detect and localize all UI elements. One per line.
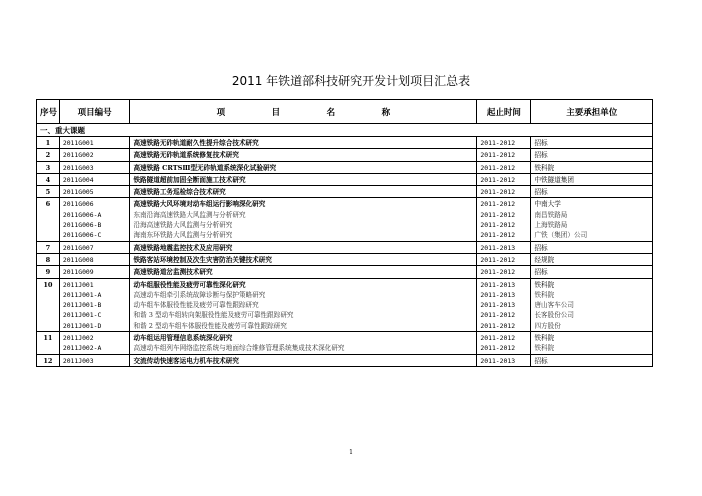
header-code: 项目编号 — [59, 100, 130, 124]
cell-name-line: 动车组服役性能及疲劳可靠性深化研究 — [133, 280, 246, 289]
cell-unit — [531, 149, 653, 161]
cell-code-line: 2011J001 — [62, 280, 94, 289]
cell-time — [477, 266, 531, 278]
project-table — [36, 99, 653, 367]
cell-unit-line: 中南大学 — [534, 200, 561, 209]
cell-unit-line: 经规院 — [534, 255, 555, 264]
cell-name — [130, 186, 477, 198]
cell-name-line: 沿海高速铁路大风监测与分析研究 — [133, 221, 233, 230]
cell-index: 12 — [37, 354, 60, 366]
cell-code-line: 2011J002 — [62, 334, 94, 343]
cell-time-line: 2011-2012 — [480, 268, 516, 277]
cell-code-line: 2011G008 — [62, 255, 94, 264]
cell-name — [130, 253, 477, 265]
cell-code — [59, 241, 130, 253]
header-name-char: 目 — [271, 107, 281, 118]
cell-unit-line: 铁科院 — [534, 163, 555, 172]
cell-name-line: 高速铁路地震监控技术及应用研究 — [133, 243, 233, 252]
header-name-char: 项 — [216, 107, 226, 118]
cell-name — [130, 354, 477, 366]
table-row — [37, 137, 653, 149]
cell-unit — [531, 332, 653, 355]
cell-unit-line: 中铁隧道集团 — [534, 175, 574, 184]
header-index: 序号 — [37, 100, 60, 124]
cell-unit-line: 招标 — [534, 188, 548, 197]
cell-code-line: 2011G006-B — [62, 221, 102, 230]
cell-index: 6 — [37, 198, 60, 241]
cell-name-line: 高速铁路工务巡检综合技术研究 — [133, 188, 226, 197]
cell-name-line: 高速铁路 CRTSⅢ型无砟轨道系统深化试验研究 — [133, 163, 277, 172]
cell-code — [59, 149, 130, 161]
cell-name — [130, 278, 477, 331]
cell-unit-line: 铁科院 — [534, 344, 555, 353]
cell-name-line: 铁路隧道超前加固全断面施工技术研究 — [133, 175, 246, 184]
cell-unit-line: 招标 — [534, 243, 548, 252]
cell-time — [477, 173, 531, 185]
table-row — [37, 253, 653, 265]
cell-time-line: 2011-2012 — [480, 231, 516, 240]
cell-code-line: 2011G005 — [62, 188, 94, 197]
page-title: 2011 年铁道部科技研究开发计划项目汇总表 — [231, 74, 471, 88]
cell-time-line: 2011-2013 — [480, 243, 516, 252]
cell-time — [477, 241, 531, 253]
cell-time-line: 2011-2012 — [480, 210, 516, 219]
cell-time — [477, 278, 531, 331]
cell-unit — [531, 266, 653, 278]
cell-time-line: 2011-2012 — [480, 221, 516, 230]
cell-unit — [531, 173, 653, 185]
cell-unit-line: 招标 — [534, 139, 548, 147]
cell-name — [130, 266, 477, 278]
cell-code-line: 2011G006-A — [62, 210, 102, 219]
cell-time-line: 2011-2012 — [480, 163, 516, 172]
table-row — [37, 198, 653, 241]
table-row — [37, 161, 653, 173]
header-row — [37, 100, 653, 124]
cell-time — [477, 198, 531, 241]
cell-name-line: 东南沿海高速铁路大风监测与分析研究 — [133, 210, 246, 219]
header-unit: 主要承担单位 — [531, 100, 653, 124]
header-time: 起止时间 — [477, 100, 531, 124]
table-row — [37, 266, 653, 278]
section-title: 一、重大课题 — [37, 124, 653, 137]
cell-time — [477, 149, 531, 161]
cell-code-line: 2011J001-D — [62, 321, 102, 330]
cell-name — [130, 198, 477, 241]
cell-unit — [531, 137, 653, 149]
cell-time-line: 2011-2012 — [480, 188, 516, 197]
cell-code-line: 2011G009 — [62, 268, 94, 277]
cell-name-line: 动车组车体服役性能及疲劳可靠性跟踪研究 — [133, 301, 259, 310]
table-row — [37, 332, 653, 355]
cell-code-line: 2011J003 — [62, 356, 94, 365]
cell-code — [59, 161, 130, 173]
cell-time-line: 2011-2013 — [480, 290, 516, 299]
table-row — [37, 354, 653, 366]
cell-unit-line: 唐山客车公司 — [534, 301, 574, 310]
cell-code-line: 2011J002-A — [62, 344, 102, 353]
cell-index: 3 — [37, 161, 60, 173]
header-name-char: 名 — [326, 107, 336, 118]
cell-code — [59, 186, 130, 198]
cell-name — [130, 137, 477, 149]
cell-name-line: 高速动车组牵引系统故障诊断与保护策略研究 — [133, 290, 266, 299]
cell-unit — [531, 241, 653, 253]
cell-code-line: 2011G001 — [62, 139, 94, 147]
cell-unit-line: 铁科院 — [534, 290, 555, 299]
cell-unit-line: 广铁（集团）公司 — [534, 231, 588, 240]
cell-unit-line: 四方股份 — [534, 321, 561, 330]
cell-code — [59, 278, 130, 331]
cell-time-line: 2011-2012 — [480, 175, 516, 184]
cell-code-line: 2011J001-B — [62, 301, 102, 310]
cell-code — [59, 173, 130, 185]
cell-unit — [531, 161, 653, 173]
cell-name-line: 铁路客站环境控制及次生灾害防治关键技术研究 — [133, 255, 272, 264]
cell-code — [59, 332, 130, 355]
cell-name-line: 高速铁路无砟轨道系统修复技术研究 — [133, 151, 239, 160]
cell-name — [130, 241, 477, 253]
cell-unit — [531, 253, 653, 265]
cell-index: 9 — [37, 266, 60, 278]
cell-time — [477, 186, 531, 198]
cell-index: 8 — [37, 253, 60, 265]
table-row — [37, 149, 653, 161]
cell-time-line: 2011-2013 — [480, 356, 516, 365]
cell-code — [59, 198, 130, 241]
header-name — [130, 100, 477, 124]
cell-time-line: 2011-2012 — [480, 344, 516, 353]
cell-time — [477, 354, 531, 366]
cell-time-line: 2011-2012 — [480, 255, 516, 264]
cell-code-line: 2011J001-A — [62, 290, 102, 299]
cell-unit-line: 招标 — [534, 268, 548, 277]
cell-name-line: 高速铁路道岔监测技术研究 — [133, 268, 213, 277]
cell-time-line: 2011-2012 — [480, 200, 516, 209]
cell-name — [130, 149, 477, 161]
cell-time — [477, 161, 531, 173]
page-number: 1 — [349, 449, 353, 456]
table-row — [37, 173, 653, 185]
cell-code-line: 2011G004 — [62, 175, 94, 184]
cell-unit — [531, 186, 653, 198]
cell-code — [59, 137, 130, 149]
cell-code-line: 2011G003 — [62, 163, 94, 172]
cell-name — [130, 173, 477, 185]
cell-name-line: 高速动车组列车网络监控系统与地面综合维修管理系统集成技术深化研究 — [133, 344, 345, 353]
cell-time-line: 2011-2012 — [480, 139, 516, 147]
cell-time-line: 2011-2013 — [480, 280, 516, 289]
cell-time-line: 2011-2012 — [480, 151, 516, 160]
cell-time — [477, 253, 531, 265]
project-rows — [37, 137, 653, 367]
cell-index: 2 — [37, 149, 60, 161]
table-row — [37, 186, 653, 198]
cell-code-line: 2011G006 — [62, 200, 94, 209]
cell-name-line: 动车组运用管理信息系统深化研究 — [133, 334, 233, 343]
header-name-char: 称 — [381, 107, 391, 118]
cell-index: 10 — [37, 278, 60, 331]
cell-time — [477, 137, 531, 149]
table-row — [37, 278, 653, 331]
cell-name — [130, 332, 477, 355]
cell-name-line: 海南东环铁路大风监测与分析研究 — [133, 231, 233, 240]
cell-index: 11 — [37, 332, 60, 355]
cell-unit — [531, 354, 653, 366]
cell-unit — [531, 198, 653, 241]
cell-code-line: 2011G002 — [62, 151, 94, 160]
cell-unit-line: 铁科院 — [534, 280, 555, 289]
cell-name-line: 高速铁路大风环境对动车组运行影响深化研究 — [133, 200, 266, 209]
cell-code — [59, 253, 130, 265]
cell-time-line: 2011-2012 — [480, 311, 516, 320]
cell-index: 7 — [37, 241, 60, 253]
section-row — [37, 124, 653, 137]
cell-time — [477, 332, 531, 355]
cell-code-line: 2011G007 — [62, 243, 94, 252]
cell-name-line: 和谐 3 型动车组转向架服役性能及疲劳可靠性跟踪研究 — [133, 311, 294, 320]
cell-name-line: 和谐 2 型动车组车体服役性能及疲劳可靠性跟踪研究 — [133, 321, 287, 330]
cell-unit-line: 招标 — [534, 356, 548, 365]
cell-code-line: 2011J001-C — [62, 311, 102, 320]
cell-code-line: 2011G006-C — [62, 231, 102, 240]
cell-time-line: 2011-2012 — [480, 334, 516, 343]
cell-unit-line: 招标 — [534, 151, 548, 160]
cell-index: 1 — [37, 137, 60, 149]
cell-name-line: 交流传动快速客运电力机车技术研究 — [133, 356, 239, 365]
cell-unit-line: 南昌铁路局 — [534, 210, 568, 219]
cell-index: 5 — [37, 186, 60, 198]
cell-unit-line: 铁科院 — [534, 334, 555, 343]
cell-code — [59, 354, 130, 366]
cell-name — [130, 161, 477, 173]
cell-unit — [531, 278, 653, 331]
cell-time-line: 2011-2012 — [480, 321, 516, 330]
cell-name-line: 高速铁路无砟轨道耐久性提升综合技术研究 — [133, 139, 259, 147]
cell-code — [59, 266, 130, 278]
cell-time-line: 2011-2013 — [480, 301, 516, 310]
cell-unit-line: 上海铁路局 — [534, 221, 568, 230]
table-row — [37, 241, 653, 253]
cell-unit-line: 长客股份公司 — [534, 311, 574, 320]
cell-index: 4 — [37, 173, 60, 185]
